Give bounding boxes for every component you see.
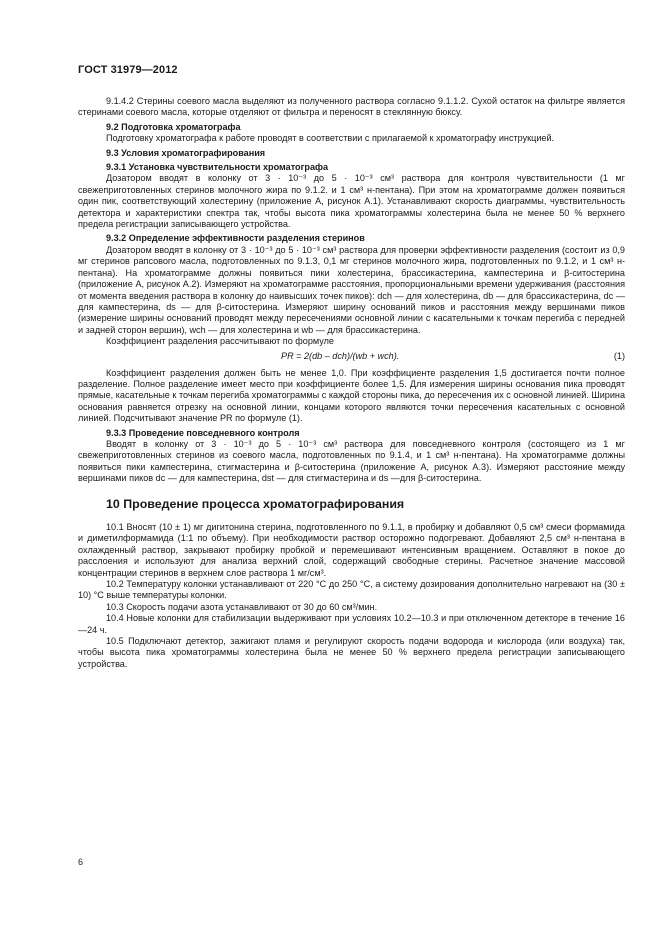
paragraph-10-2: 10.2 Температуру колонки устанавливают от 220 °C до 250 °C, а систему дозирования дополнительно нагревают на (30 ± 10) °C выше температуры колонки. xyxy=(78,579,625,601)
paragraph-9-1-4-2: 9.1.4.2 Стерины соевого масла выделяют из полученного раствора согласно 9.1.1.2. Сухой остаток на фильтре является стеринами соевого масла, которые отделяют от фильтра и переносят в стеклянную бюксу. xyxy=(78,96,625,118)
formula-number: (1) xyxy=(613,350,625,361)
paragraph-10-3: 10.3 Скорость подачи азота устанавливают от 30 до 60 см³/мин. xyxy=(106,601,378,612)
paragraph-10-1: 10.1 Вносят (10 ± 1) мг дигитонина стерина, подготовленного по 9.1.1, в пробирку и добавляют 0,5 см³ смеси формамида и диметилформамида (1:1 по объему). При необходимости раствор осторожно подогревают. Добавляют 2,5 см³ н-пентана в охлажденный раствор, закрывают пробирку пробкой и перемешивают интенсивным вращением. Оставляют в покое до расслоения и используют для анализа верхний слой, содержащий свободные стерины. Расчетное значение массовой концентрации стеринов в верхнем слое раствора 1 мг/см³. xyxy=(78,522,625,578)
paragraph-coefficient-details: Коэффициент разделения должен быть не менее 1,0. При коэффициенте разделения 1,5 достигается почти полное разделение. Полное разделение имеет место при коэффициенте более 1,5. Для измерения ширины основания пика проводят прямые, касательные к точкам перегиба хроматограммы с каждой стороны пика, до пересечения их с основной линией. Ширина основания равняется отрезку на основной линии, концами которого являются точки пересечения касательных с основной линией. Подсчитывают значение PR по формуле (1). xyxy=(78,367,625,424)
heading-9-3-3: 9.3.3 Проведение повседневного контроля xyxy=(106,427,300,438)
document-header: ГОСТ 31979—2012 xyxy=(78,64,178,76)
heading-9-3-2: 9.3.2 Определение эффективности разделения стеринов xyxy=(106,233,365,244)
page-number: 6 xyxy=(78,857,84,867)
heading-9-3-1: 9.3.1 Установка чувствительности хроматографа xyxy=(106,162,329,173)
document-body xyxy=(78,96,625,670)
paragraph-9-3-3: Вводят в колонку от 3 · 10⁻³ до 5 · 10⁻³ см³ раствора для повседневного контроля (состоящего из 1 мг свежеприготовленных стеринов из соевого масла, подготовленных по 9.1.4, и 1 см³ н-пентана). На хроматограмме должны появиться пики кампестерина, стигмастерина и β-ситостерина (приложение А, рисунок А.3). Измеряют расстояние между вершинами пиков dc — для кампестерина, dst — для стигмастерина и ds —для β-ситостерина. xyxy=(78,438,625,484)
paragraph-10-4: 10.4 Новые колонки для стабилизации выдерживают при условиях 10.2—10.3 и при отключенном детекторе в течение 16—24 ч. xyxy=(78,613,625,635)
paragraph-9-3-1: Дозатором вводят в колонку от 3 · 10⁻³ до 5 · 10⁻³ см³ раствора для контроля чувствительности (1 мг свежеприготовленных стеринов молочного жира по 9.1.2. и 1 см³ н-пентана). При этом на хроматограмме должен появиться один пик, соответствующий холестерину (приложение А, рисунок А.1). Устанавливают скорость диаграммы, чувствительность детектора и характеристики спектра так, чтобы высота пика хроматограммы холестерина была не менее 50 % верхнего предела регистрации записывающего устройства. xyxy=(78,173,625,230)
paragraph-9-2: Подготовку хроматографа к работе проводят в соответствии с прилагаемой к хроматографу инструкцией. xyxy=(106,133,555,144)
paragraph-10-5: 10.5 Подключают детектор, зажигают пламя и регулируют скорость подачи водорода и кислорода (или воздуха) так, чтобы высота пика хроматограммы холестерина была не менее 50 % верхнего предела регистрации записывающего устройства. xyxy=(78,636,625,669)
formula-1 xyxy=(78,351,625,364)
heading-9-2: 9.2 Подготовка хроматографа xyxy=(106,121,241,132)
formula-expression: PR = 2(db – dch)/(wb + wch). xyxy=(281,350,400,361)
paragraph-9-3-2: Дозатором вводят в колонку от 3 · 10⁻³ до 5 · 10⁻³ см³ раствора для проверки эффективности разделения (состоит из 0,9 мг стеринов рапсового масла, подготовленных по 9.1.3, 0,1 мг стеринов молочного жира, подготовленных по 9.1.2, и 1 см³ н-пентана). На хроматограмме должны появиться пики холестерина, брассикастерина, кампестерина и β-ситостерина (приложение А, рисунок А.2). Измеряют на хроматограмме расстояния, пропорциональными времени удерживания (расстояния от момента введения раствора в колонку до наивысших точек пиков): dch — для холестерина, db — для брассикастерина, dc — для кампестерина, ds — для β-ситостерина. Измеряют ширину оснований пиков и расстояния между вершинами пиков (измерение ширины оснований проводят между пересечениями основной линии с касательными к точкам перегиба с передней и задней сторон вершин), wch — для холестерина и wb — для брассикастерина. xyxy=(78,244,625,335)
heading-9-3: 9.3 Условия хроматографирования xyxy=(106,147,266,158)
paragraph-coefficient-intro: Коэффициент разделения рассчитывают по формуле xyxy=(106,336,334,347)
section-heading-10: 10 Проведение процесса хроматографирования xyxy=(106,496,405,511)
